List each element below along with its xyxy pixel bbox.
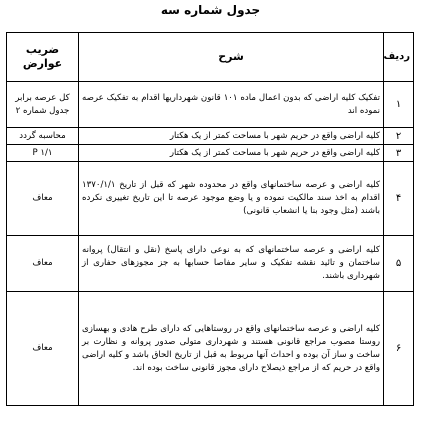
page-title: جدول شماره سه xyxy=(160,3,261,17)
row-index: ۱ xyxy=(384,82,414,128)
table-row xyxy=(7,128,414,145)
row-fee: معاف xyxy=(7,292,79,406)
fees-table xyxy=(6,32,414,406)
row-fee: ۱/۱ P xyxy=(7,145,79,162)
table-header-row xyxy=(7,33,414,82)
row-description: تفکیک کلیه اراضی که بدون اعمال ماده ۱۰۱ قانون شهرداریها اقدام به تفکیک عرصه نموده اند xyxy=(79,82,384,128)
header-fee: ضریب عوارض xyxy=(7,33,79,82)
row-index: ۳ xyxy=(384,145,414,162)
row-index: ۲ xyxy=(384,128,414,145)
row-index: ۴ xyxy=(384,162,414,236)
row-description: کلیه اراضی و عرصه ساختمانهای واقع در روستاهایی که دارای طرح هادی و بهسازی روستا مصوب مراجع قانونی هستند و شهرداری متولی صدور پروانه و نظارت بر ساخت و ساز آن بوده و احداث آنها مربوط به قبل از تاریخ الحاق باشد و کلیه اراضی واقع در حریم که از مراجع ذیصلاح دارای مجوز قانونی ساخت بوده اند. xyxy=(79,292,384,406)
row-description: کلیه اراضی و عرصه ساختمانهای واقع در محدوده شهر که قبل از تاریخ ۱۳۷۰/۱/۱ اقدام به اخذ سند مالکیت نموده و یا وضع موجود عرصه تا این تاریخ تغییری نکرده باشند (مثل وجود بنا یا انشعاب قانونی) xyxy=(79,162,384,236)
table-row xyxy=(7,236,414,292)
table-row xyxy=(7,145,414,162)
row-description: کلیه اراضی واقع در حریم شهر با مساحت کمتر از یک هکتار xyxy=(79,145,384,162)
row-index: ۵ xyxy=(384,236,414,292)
header-description: شرح xyxy=(79,33,384,82)
row-fee: محاسبه گردد xyxy=(7,128,79,145)
row-fee: معاف xyxy=(7,236,79,292)
table-row xyxy=(7,292,414,406)
row-description: کلیه اراضی و عرصه ساختمانهای که به نوعی دارای پاسخ (نقل و انتقال) پروانه ساختمان و تائید نقشه تفکیک و سایر مفاصا حسابها به جز مجوزهای حفاری از شهرداری باشند. xyxy=(79,236,384,292)
table-row xyxy=(7,162,414,236)
row-index: ۶ xyxy=(384,292,414,406)
row-fee: معاف xyxy=(7,162,79,236)
row-fee: کل عرصه برابر جدول شماره ۲ xyxy=(7,82,79,128)
table-row xyxy=(7,82,414,128)
row-description: کلیه اراضی واقع در حریم شهر با مساحت کمتر از یک هکتار xyxy=(79,128,384,145)
header-index: ردیف xyxy=(384,33,414,82)
